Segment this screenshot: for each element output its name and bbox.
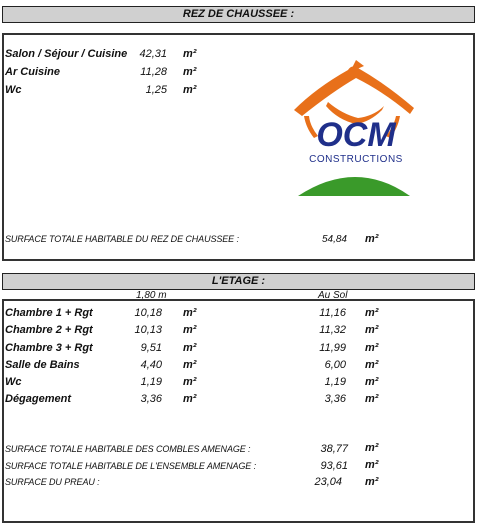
etage-room-value-180: 10,18 xyxy=(134,307,162,319)
etage-total-value: 38,77 xyxy=(320,443,348,455)
rdc-room-unit: m² xyxy=(183,84,197,96)
rdc-room-name: Salon / Séjour / Cuisine xyxy=(5,48,128,60)
rdc-total-label: SURFACE TOTALE HABITABLE DU REZ DE CHAUSSEE : xyxy=(5,234,239,244)
etage-room-unit: m² xyxy=(365,324,379,336)
rdc-room-name: Ar Cuisine xyxy=(5,66,61,78)
rdc-room-value: 1,25 xyxy=(145,84,167,96)
etage-col-au-sol: Au Sol xyxy=(318,290,348,301)
etage-header: L'ETAGE : xyxy=(2,273,475,290)
rdc-total-value: 54,84 xyxy=(321,234,347,245)
etage-room-value-180: 4,40 xyxy=(140,359,162,371)
etage-room-name: Wc xyxy=(5,376,22,388)
etage-total-value: 23,04 xyxy=(314,476,342,488)
logo-roof-icon xyxy=(294,66,414,116)
etage-col-1-80: 1,80 m xyxy=(136,290,167,301)
ocm-logo xyxy=(276,58,436,200)
rdc-room-value: 42,31 xyxy=(139,48,167,60)
etage-room-value-sol: 6,00 xyxy=(324,359,346,371)
logo-grass-icon xyxy=(298,177,410,196)
etage-room-unit: m² xyxy=(365,359,379,371)
etage-room-value-sol: 11,99 xyxy=(319,342,346,354)
etage-room-unit: m² xyxy=(365,307,379,319)
etage-room-unit: m² xyxy=(365,376,379,388)
etage-room-unit: m² xyxy=(183,393,197,405)
etage-room-name: Chambre 2 + Rgt xyxy=(5,324,93,336)
etage-room-value-sol: 11,16 xyxy=(319,307,346,319)
etage-room-value-180: 1,19 xyxy=(140,376,162,388)
etage-room-value-180: 9,51 xyxy=(140,342,162,354)
etage-total-unit: m² xyxy=(365,442,379,454)
etage-total-value: 93,61 xyxy=(320,460,348,472)
etage-total-label: SURFACE TOTALE HABITABLE DES COMBLES AMENAGE : xyxy=(5,444,251,454)
etage-room-unit: m² xyxy=(183,359,197,371)
etage-room-unit: m² xyxy=(183,307,197,319)
etage-total-unit: m² xyxy=(365,459,379,471)
etage-room-value-sol: 1,19 xyxy=(324,376,346,388)
etage-room-unit: m² xyxy=(183,376,197,388)
rdc-room-name: Wc xyxy=(5,84,22,96)
rdc-total-unit: m² xyxy=(365,233,379,245)
etage-room-value-sol: 3,36 xyxy=(324,393,346,405)
etage-room-name: Chambre 3 + Rgt xyxy=(5,342,93,354)
etage-room-name: Dégagement xyxy=(5,393,72,405)
etage-room-unit: m² xyxy=(365,393,379,405)
etage-room-unit: m² xyxy=(183,342,197,354)
rdc-room-unit: m² xyxy=(183,66,197,78)
rdc-header: REZ DE CHAUSSEE : xyxy=(2,6,475,23)
etage-room-unit: m² xyxy=(365,342,379,354)
etage-room-value-180: 10,13 xyxy=(134,324,162,336)
etage-room-unit: m² xyxy=(183,324,197,336)
rdc-room-value: 11,28 xyxy=(140,66,167,78)
etage-room-name: Chambre 1 + Rgt xyxy=(5,307,93,319)
etage-room-name: Salle de Bains xyxy=(5,359,80,371)
etage-total-label: SURFACE TOTALE HABITABLE DE L'ENSEMBLE AMENAGE : xyxy=(5,461,256,471)
logo-subtitle: CONSTRUCTIONS xyxy=(309,154,403,165)
rdc-room-unit: m² xyxy=(183,48,197,60)
etage-total-label: SURFACE DU PREAU : xyxy=(5,477,100,487)
etage-room-value-sol: 11,32 xyxy=(319,324,346,336)
etage-total-unit: m² xyxy=(365,476,379,488)
etage-room-value-180: 3,36 xyxy=(140,393,162,405)
logo-brand: OCM xyxy=(316,116,396,154)
